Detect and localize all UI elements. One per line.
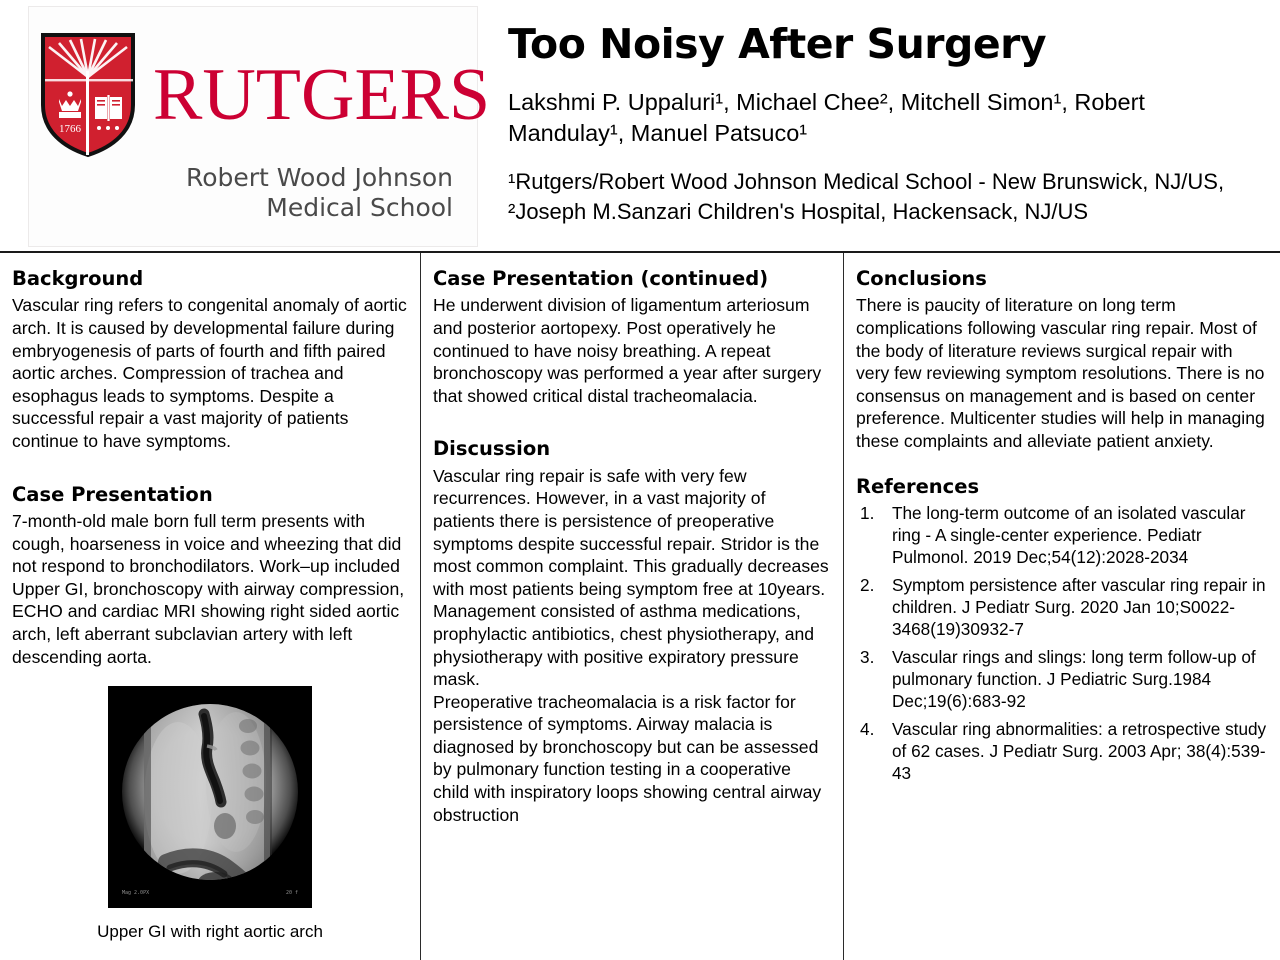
logo-subtitle-line1: Robert Wood Johnson (185, 163, 453, 192)
affiliations: ¹Rutgers/Robert Wood Johnson Medical School - New Brunswick, NJ/US, ²Joseph M.Sanzari Children's Hospital, Hackensack, NJ/US (508, 169, 1225, 224)
logo-subtitle (35, 163, 465, 222)
poster-columns (0, 253, 1280, 960)
section-heading-references: References (856, 474, 980, 498)
logo-row (37, 31, 490, 159)
spacer (12, 453, 408, 483)
spacer (433, 407, 831, 437)
rutgers-shield-icon (37, 31, 139, 159)
section-heading-discussion: Discussion (433, 437, 551, 461)
section-text-background: Vascular ring refers to congenital anomaly of aortic arch. It is caused by developmental failure during embryogenesis of parts of fourth and fifth paired aortic arches. Compression of trachea and esophagus leads to symptoms. Despite a successful repair a vast majority of patients continue to have symptoms. (12, 295, 407, 451)
section-text-case-continued: He underwent division of ligamentum arteriosum and posterior aortopexy. Post operatively he continued to have noisy breathing. A repeat bronchoscopy was performed a year after surgery that showed critical distal tracheomalacia. (433, 295, 822, 406)
logo-subtitle-line2: Medical School (266, 192, 453, 222)
column-left (0, 253, 420, 960)
reference-item: Vascular ring abnormalities: a retrospective study of 62 cases. J Pediatr Surg. 2003 Apr; 38(4):539-43 (892, 719, 1267, 784)
svg-text:1766: 1766 (59, 123, 81, 135)
rutgers-logo-block (28, 6, 491, 247)
section-heading-case-continued: Case Presentation (continued) (433, 267, 769, 290)
column-right (843, 253, 1280, 960)
reference-item: Vascular rings and slings: long term follow-up of pulmonary function. J Pediatric Surg.1984 Dec;19(6):683-92 (892, 647, 1256, 712)
section-heading-background: Background (12, 267, 144, 290)
column-middle (420, 253, 843, 960)
section-text-discussion-p2: Preoperative tracheomalacia is a risk factor for persistence of symptoms. Airway malacia is diagnosed by bronchoscopy but can be assessed by pulmonary function testing in a cooperative child with inspiratory loops showing central airway obstruction (433, 691, 822, 825)
upper-gi-radiograph-image (108, 686, 312, 908)
reference-list (856, 502, 1268, 784)
title-block (478, 0, 1280, 226)
section-text-discussion-p1: Vascular ring repair is safe with very few recurrences. However, in a vast majority of patients there is persistence of preoperative symptoms despite successful repair. Stridor is the most common complaint. This gradually decreases with most patients being symptom free at 10years. Management consisted of asthma medications, prophylactic antibiotics, chest physiotherapy, and physiotherapy with positive expiratory pressure mask. (433, 465, 829, 690)
section-heading-conclusions: Conclusions (856, 267, 987, 290)
figure-upper-gi (12, 686, 408, 942)
poster-header (0, 0, 1280, 253)
section-text-case-presentation: 7-month-old male born full term presents with cough, hoarseness in voice and wheezing that did not respond to bronchodilators. Work–up included Upper GI, bronchoscopy with airway compression, ECHO and cardiac MRI showing right sided aortic arch, left aberrant subclavian artery with left descending aorta. (12, 510, 405, 667)
author-list: Lakshmi P. Uppaluri¹, Michael Chee², Mitchell Simon¹, Robert Mandulay¹, Manuel Patsuco¹ (508, 89, 1145, 147)
spacer (856, 453, 1268, 475)
svg-text:Mag 2.0PX: Mag 2.0PX (122, 890, 150, 897)
reference-item: The long-term outcome of an isolated vascular ring - A single-center experience. Pediatr Pulmonol. 2019 Dec;54(12):2028-2034 (892, 502, 1246, 567)
svg-text:20 f: 20 f (286, 890, 299, 897)
rutgers-wordmark: RUTGERS (153, 53, 491, 136)
section-heading-case-presentation: Case Presentation (12, 482, 213, 506)
section-text-conclusions: There is paucity of literature on long term complications following vascular ring repair. Most of the body of literature reviews surgical repair with very few reviewing symptom resolutions. There is no consensus on management and is based on center preference. Multicenter studies will help in managing these complaints and alleviate patient anxiety. (856, 295, 1265, 451)
figure-caption: Upper GI with right aortic arch (97, 922, 323, 942)
poster-title: Too Noisy After Surgery (508, 20, 1047, 68)
reference-item: Symptom persistence after vascular ring repair in children. J Pediatr Surg. 2020 Jan 10;S0022-3468(19)30932-7 (892, 574, 1266, 640)
